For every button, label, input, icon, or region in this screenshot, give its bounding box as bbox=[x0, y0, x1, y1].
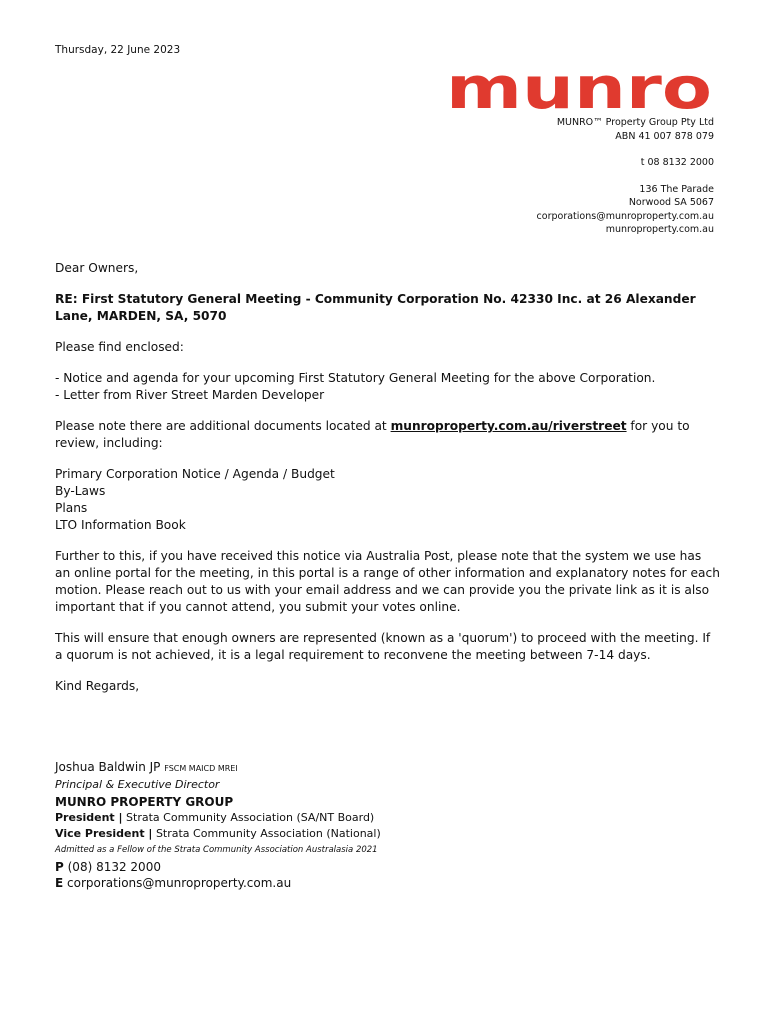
phone-label: P bbox=[55, 859, 64, 874]
company-address-block bbox=[537, 116, 714, 237]
company-street: 136 The Parade bbox=[639, 183, 714, 195]
additional-documents-note bbox=[55, 418, 720, 452]
enclosed-intro: Please find enclosed: bbox=[55, 340, 184, 354]
signatory-name-line bbox=[55, 759, 381, 777]
vice-president-label: Vice President | bbox=[55, 827, 153, 841]
enclosed-item: - Letter from River Street Marden Developer bbox=[55, 388, 325, 402]
enclosed-item: - Notice and agenda for your upcoming First Statutory General Meeting for the above Corporation. bbox=[55, 371, 656, 385]
signatory-title: Principal & Executive Director bbox=[55, 778, 220, 792]
email-label: E bbox=[55, 876, 64, 891]
re-line: RE: First Statutory General Meeting - Community Corporation No. 42330 Inc. at 26 Alexander Lane, MARDEN, SA, 5070 bbox=[55, 292, 696, 323]
president-label: President | bbox=[55, 810, 123, 824]
signature-email[interactable]: corporations@munroproperty.com.au bbox=[67, 876, 292, 891]
riverstreet-link[interactable]: munroproperty.com.au/riverstreet bbox=[390, 419, 627, 433]
letter-body bbox=[55, 260, 720, 709]
munro-logo-graphic bbox=[444, 66, 714, 114]
president-role: Strata Community Association (SA/NT Board) bbox=[126, 810, 375, 824]
company-suburb: Norwood SA 5067 bbox=[628, 197, 714, 208]
vice-president-line bbox=[55, 826, 381, 842]
document-item: By-Laws bbox=[55, 484, 106, 498]
fellow-note: Admitted as a Fellow of the Strata Community Association Australasia 2021 bbox=[55, 845, 378, 856]
signature-phone: (08) 8132 2000 bbox=[67, 859, 161, 874]
enclosed-list bbox=[55, 370, 720, 404]
company-website: munroproperty.com.au bbox=[605, 224, 714, 235]
signatory-postnominals: FSCM MAICD MREI bbox=[164, 764, 238, 773]
company-email: corporations@munroproperty.com.au bbox=[536, 210, 714, 222]
signatory-organisation: MUNRO PROPERTY GROUP bbox=[55, 794, 234, 809]
closing: Kind Regards, bbox=[55, 679, 140, 693]
online-portal-paragraph: Further to this, if you have received this notice via Australia Post, please note that the system we use has an online portal for the meeting, in this portal is a range of other information and explanatory notes for each motion. Please reach out to us with your email address and we can provide you the private link as it is also important that if you cannot attend, you submit your votes online. bbox=[55, 549, 720, 614]
document-item: Plans bbox=[55, 501, 88, 515]
vice-president-role: Strata Community Association (National) bbox=[155, 827, 381, 841]
company-name: MUNRO™ Property Group Pty Ltd bbox=[556, 117, 714, 128]
company-phone: t 08 8132 2000 bbox=[640, 157, 714, 168]
company-abn: ABN 41 007 878 079 bbox=[615, 130, 714, 142]
munro-logo bbox=[444, 66, 714, 114]
document-item: Primary Corporation Notice / Agenda / Budget bbox=[55, 467, 335, 481]
logo-wordmark: munro bbox=[446, 66, 712, 114]
document-item: LTO Information Book bbox=[55, 518, 186, 532]
signature-block bbox=[55, 759, 381, 891]
signatory-name: Joshua Baldwin JP bbox=[55, 760, 161, 774]
documents-list bbox=[55, 466, 720, 534]
letter-date: Thursday, 22 June 2023 bbox=[55, 44, 181, 56]
salutation: Dear Owners, bbox=[55, 261, 139, 275]
quorum-paragraph: This will ensure that enough owners are represented (known as a 'quorum') to proceed with the meeting. If a quorum is not achieved, it is a legal requirement to reconvene the meeting between 7-14 days. bbox=[55, 631, 711, 662]
signature-phone-line bbox=[55, 859, 381, 875]
additional-before: Please note there are additional documents located at bbox=[55, 419, 391, 433]
signature-email-line bbox=[55, 875, 381, 891]
president-line bbox=[55, 810, 381, 826]
additional-after: for you to review, including: bbox=[55, 419, 690, 450]
